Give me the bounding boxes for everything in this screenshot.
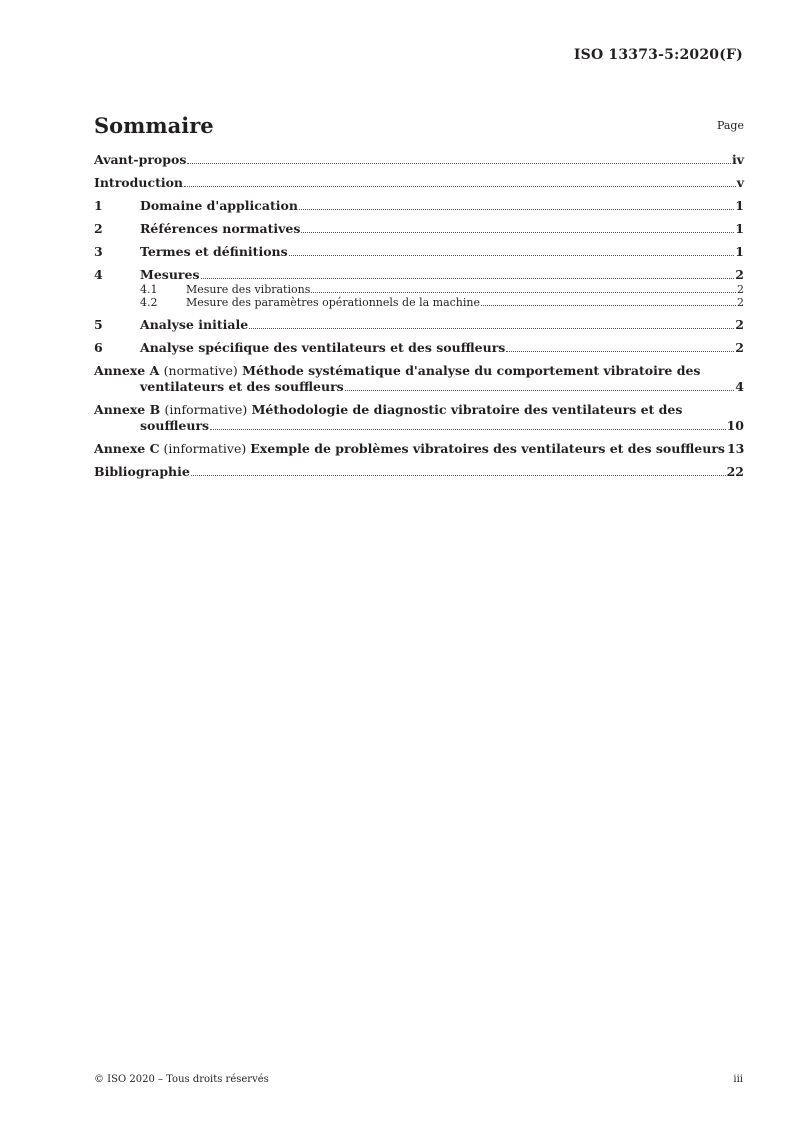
toc-entry-title: Termes et définitions	[140, 244, 288, 259]
annex-line1	[94, 402, 744, 418]
toc-header	[94, 113, 744, 141]
toc-annex-c[interactable]	[94, 441, 744, 457]
dot-leader	[311, 292, 736, 293]
table-of-contents	[94, 152, 744, 480]
annex-type: (informative)	[163, 441, 247, 456]
annex-title-line1: Méthodologie de diagnostic vibratoire des ventilateurs et des	[251, 402, 683, 417]
toc-entry-title: Références normatives	[140, 221, 301, 236]
toc-entry-number: 4.1	[140, 283, 158, 296]
toc-entry-avant-propos[interactable]	[94, 152, 744, 168]
toc-title: Sommaire	[94, 113, 214, 138]
annex-title-line2: souffleurs	[140, 418, 210, 433]
annex-line2	[94, 379, 744, 395]
toc-entry-number: 1	[94, 198, 103, 213]
toc-entry-title: Bibliographie	[94, 464, 190, 479]
toc-entry-2[interactable]	[94, 221, 744, 237]
toc-entry-page: 2	[737, 296, 744, 309]
dot-leader	[201, 278, 735, 279]
toc-page-label: Page	[716, 119, 744, 132]
toc-entry-bibliographie[interactable]	[94, 464, 744, 480]
toc-entry-number: 2	[94, 221, 103, 236]
toc-entry-number: 5	[94, 317, 103, 332]
toc-entry-number: 6	[94, 340, 103, 355]
dot-leader	[210, 429, 726, 430]
toc-entry-title: Domaine d'application	[140, 198, 298, 213]
toc-entry-3[interactable]	[94, 244, 744, 260]
toc-entry-title: Analyse initiale	[140, 317, 249, 332]
toc-entry-4-1[interactable]	[94, 283, 744, 296]
dot-leader	[184, 186, 736, 187]
toc-entry-page: 22	[726, 464, 744, 479]
dot-leader	[481, 305, 736, 306]
toc-entry-number: 3	[94, 244, 103, 259]
dot-leader	[301, 232, 734, 233]
toc-entry-title: Analyse spécifique des ventilateurs et des souffleurs	[140, 340, 506, 355]
toc-entry-1[interactable]	[94, 198, 744, 214]
toc-entry-page: 2	[737, 283, 744, 296]
toc-entry-title: Mesures	[140, 267, 200, 282]
toc-entry-page: 10	[726, 418, 744, 433]
annex-title: Exemple de problèmes vibratoires des ventilateurs et des souffleurs	[250, 441, 725, 456]
annex-title-line1: Méthode systématique d'analyse du comportement vibratoire des	[242, 363, 701, 378]
toc-entry-page: 1	[735, 198, 744, 213]
dot-leader	[191, 475, 726, 476]
footer-copyright: © ISO 2020 – Tous droits réservés	[94, 1074, 269, 1085]
toc-entry-4[interactable]	[94, 267, 744, 283]
dot-leader	[249, 328, 734, 329]
toc-entry-6[interactable]	[94, 340, 744, 356]
toc-entry-page: 1	[735, 244, 744, 259]
dot-leader	[299, 209, 734, 210]
toc-entry-page: 2	[735, 317, 744, 332]
annex-title-line2: ventilateurs et des souffleurs	[140, 379, 344, 394]
toc-entry-number: 4	[94, 267, 103, 282]
toc-entry-introduction[interactable]	[94, 175, 744, 191]
toc-entry-page: 13	[726, 441, 745, 456]
annex-line2	[94, 418, 744, 434]
toc-entry-page: v	[736, 175, 744, 190]
dot-leader	[289, 255, 735, 256]
toc-entry-5[interactable]	[94, 317, 744, 333]
dot-leader	[506, 351, 734, 352]
annex-line1	[94, 363, 744, 379]
annex-label: Annexe C	[94, 441, 160, 456]
toc-entry-page: 2	[735, 267, 744, 282]
toc-entry-page: 4	[735, 379, 744, 394]
toc-entry-4-2[interactable]	[94, 296, 744, 309]
annex-type: (normative)	[163, 363, 238, 378]
annex-type: (informative)	[164, 402, 248, 417]
toc-entry-page: 1	[735, 221, 744, 236]
toc-annex-a[interactable]	[94, 363, 744, 395]
document-id: ISO 13373-5:2020(F)	[573, 47, 743, 63]
toc-entry-title: Mesure des vibrations	[186, 283, 311, 296]
toc-entry-title: Mesure des paramètres opérationnels de la machine	[186, 296, 481, 309]
toc-annex-b[interactable]	[94, 402, 744, 434]
footer-page-number: iii	[733, 1074, 743, 1085]
toc-entry-title: Introduction	[94, 175, 184, 190]
annex-label: Annexe B	[94, 402, 161, 417]
toc-entry-page: 2	[735, 340, 744, 355]
toc-entry-title: Avant-propos	[94, 152, 187, 167]
annex-label: Annexe A	[94, 363, 160, 378]
dot-leader	[345, 390, 735, 391]
dot-leader	[187, 163, 731, 164]
toc-entry-page: iv	[731, 152, 744, 167]
toc-entry-number: 4.2	[140, 296, 158, 309]
